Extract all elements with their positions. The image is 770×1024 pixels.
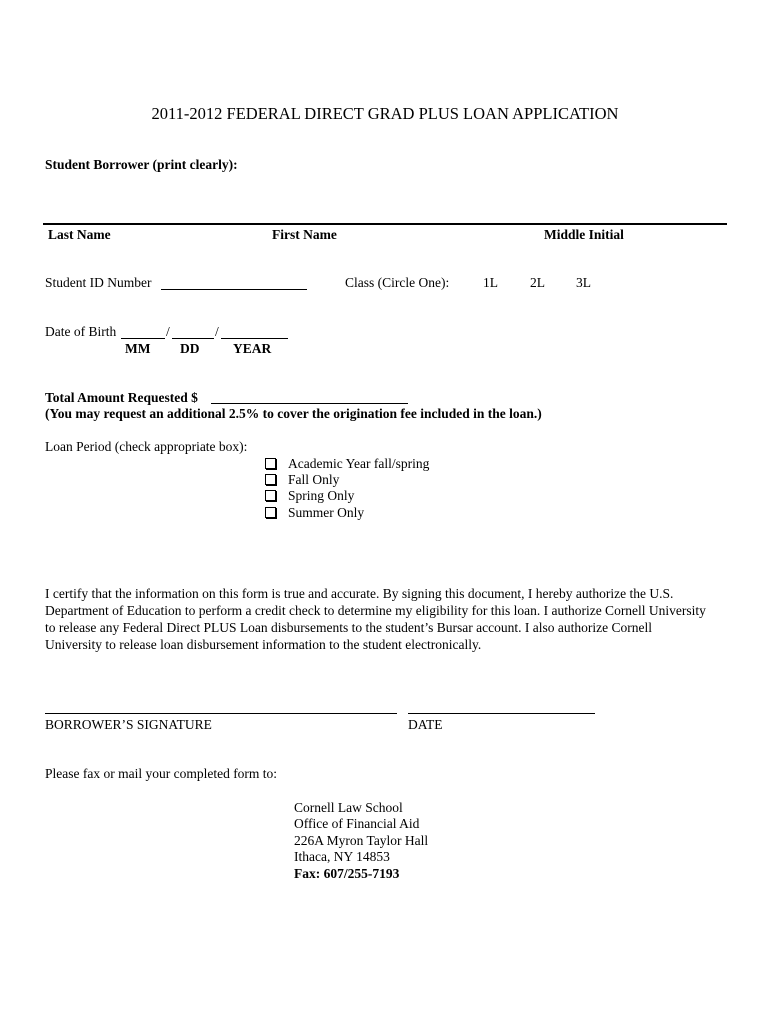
checkbox-icon[interactable] xyxy=(265,507,276,518)
dob-year-field[interactable] xyxy=(221,338,288,339)
certification-line: I certify that the information on this form is true and accurate. By signing this document, I hereby authorize the U.S. xyxy=(45,586,674,601)
dob-day-field[interactable] xyxy=(172,338,214,339)
checkbox-icon[interactable] xyxy=(265,458,276,469)
amount-label: Total Amount Requested $ xyxy=(45,390,198,405)
loan-period-option[interactable] xyxy=(265,473,339,487)
certification-paragraph xyxy=(45,585,735,653)
student-id-field[interactable] xyxy=(161,289,307,290)
mail-instructions: Please fax or mail your completed form to: xyxy=(45,766,278,781)
date-label: DATE xyxy=(408,717,443,732)
certification-line: University to release loan disbursement information to the student electronically. xyxy=(45,637,482,652)
student-borrower-label: Student Borrower (print clearly): xyxy=(45,157,238,172)
class-option-1l[interactable]: 1L xyxy=(483,275,498,290)
address-line: Cornell Law School xyxy=(294,800,403,815)
loan-period-option[interactable] xyxy=(265,457,429,471)
certification-line: to release any Federal Direct PLUS Loan disbursements to the student’s Bursar account. I also authorize Cornell xyxy=(45,620,652,635)
loan-period-option[interactable] xyxy=(265,489,354,503)
form-title: 2011-2012 FEDERAL DIRECT GRAD PLUS LOAN APPLICATION xyxy=(151,104,619,123)
class-label: Class (Circle One): xyxy=(345,275,450,290)
option-label: Fall Only xyxy=(288,472,340,487)
middle-initial-label: Middle Initial xyxy=(544,227,624,242)
loan-period-label: Loan Period (check appropriate box): xyxy=(45,439,248,454)
fax-number: Fax: 607/255-7193 xyxy=(294,865,400,881)
first-name-label: First Name xyxy=(272,227,337,242)
date-field[interactable] xyxy=(408,713,595,714)
checkbox-icon[interactable] xyxy=(265,474,276,485)
certification-line: Department of Education to perform a credit check to determine my eligibility for this loan. I authorize Cornell University xyxy=(45,603,706,618)
name-signature-line[interactable] xyxy=(43,223,727,225)
student-id-label: Student ID Number xyxy=(45,275,152,290)
address-line: Ithaca, NY 14853 xyxy=(294,849,390,865)
loan-period-option[interactable] xyxy=(265,506,364,520)
option-label: Academic Year fall/spring xyxy=(288,456,430,471)
dob-year-label: YEAR xyxy=(233,341,272,356)
address-line: 226A Myron Taylor Hall xyxy=(294,832,429,848)
dob-separator: / xyxy=(166,324,170,339)
option-label: Summer Only xyxy=(288,505,365,520)
last-name-label: Last Name xyxy=(48,227,111,242)
signature-label: BORROWER’S SIGNATURE xyxy=(45,717,212,732)
signature-field[interactable] xyxy=(45,713,397,714)
mailing-address xyxy=(294,800,428,882)
option-label: Spring Only xyxy=(288,488,355,503)
dob-label: Date of Birth xyxy=(45,324,117,339)
dob-month-field[interactable] xyxy=(121,338,165,339)
checkbox-icon[interactable] xyxy=(265,490,276,501)
dob-mm-label: MM xyxy=(125,341,151,356)
class-option-2l[interactable]: 2L xyxy=(530,275,545,290)
amount-field[interactable] xyxy=(211,403,408,404)
class-option-3l[interactable]: 3L xyxy=(576,275,591,290)
dob-dd-label: DD xyxy=(180,341,200,356)
dob-separator: / xyxy=(215,324,219,339)
amount-note: (You may request an additional 2.5% to cover the origination fee included in the loan.) xyxy=(45,406,542,421)
address-line: Office of Financial Aid xyxy=(294,816,420,832)
